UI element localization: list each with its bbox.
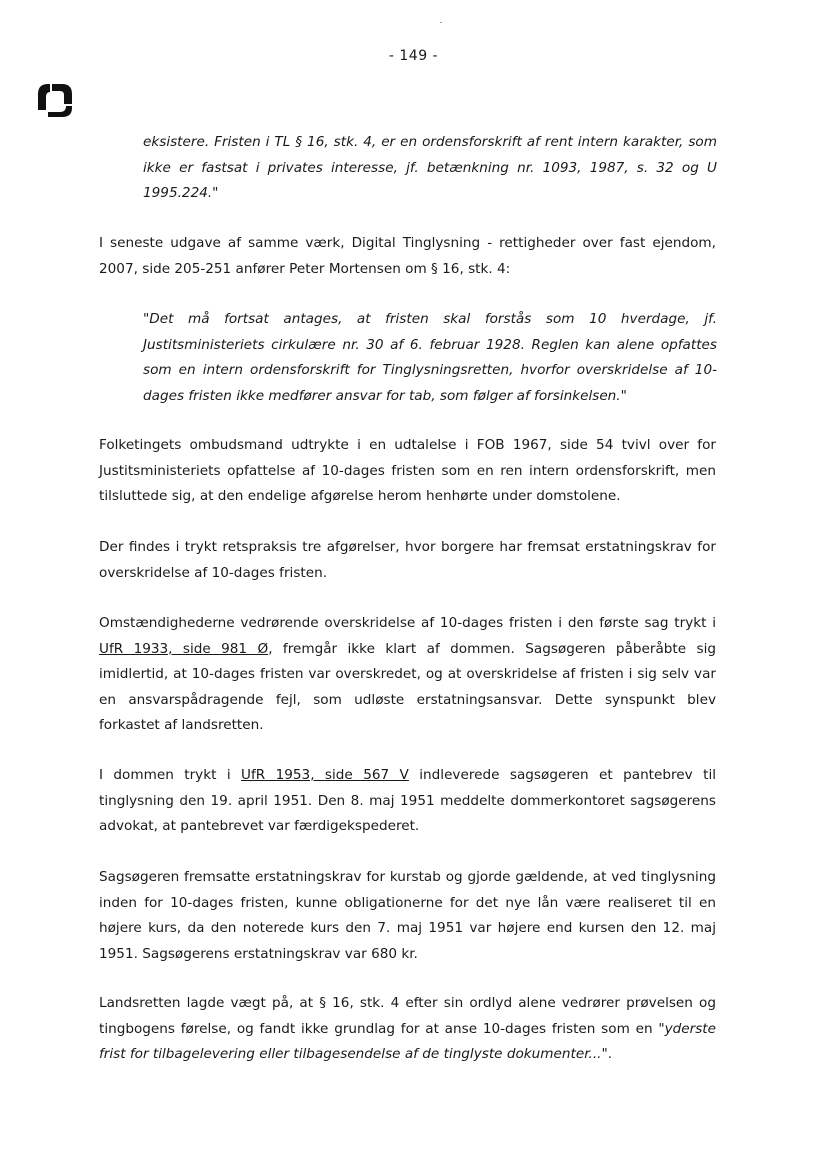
- quote-continuation: eksistere. Fristen i TL § 16, stk. 4, er en ordensforskrift af rent intern karakter, som ikke er fastsat i privates interesse, jf. betænkning nr. 1093, 1987, s. 32 og U 1995.224.": [143, 134, 717, 201]
- case-reference-ufr-1953: UfR 1953, side 567 V: [241, 767, 409, 783]
- scan-speck: [440, 22, 442, 23]
- paragraph-text: indleverede sagsøgeren et pantebrev til tinglysning den 19. april 1951. Den 8. maj 1951 meddelte dommerkontoret sagsøgerens advokat, at pantebrevet var færdigekspederet.: [99, 767, 716, 834]
- paragraph-text: .: [607, 1046, 613, 1062]
- quote-mortensen: "Det må fortsat antages, at fristen skal forstås som 10 hverdage, jf. Justitsministeriets cirkulære nr. 30 af 6. februar 1928. Reglen kan alene opfattes som en intern ordensforskrift for Tinglysningsretten, hvorfor overskridelse af 10-dages fristen ikke medfører ansvar for tab, som følger af forsinkelsen.": [143, 311, 717, 404]
- case-reference-ufr-1933: UfR 1933, side 981 Ø: [99, 640, 269, 657]
- paragraph-erstatningskrav: Sagsøgeren fremsatte erstatningskrav for kurstab og gjorde gældende, at ved tinglysning inden for 10-dages fristen, kunne obligationerne for det nye lån være realiseret til en højere kurs, da den noterede kurs den 7. maj 1951 var højere end kursen den 12. maj 1951. Sagsøgerens erstatningskrav var 680 kr.: [99, 869, 716, 962]
- paragraph-text: Landsretten lagde vægt på, at § 16, stk. 4 efter sin ordlyd alene vedrører prøvelsen og tingbogens førelse, og fandt ikke grundlag for at anse 10-dages fristen som en: [99, 995, 716, 1037]
- paragraph-text: I dommen trykt i: [99, 767, 242, 783]
- paragraph-digital-tinglysning: I seneste udgave af samme værk, Digital Tinglysning - rettigheder over fast ejendom, 2007, side 205-251 anfører Peter Mortensen om § 16, stk. 4:: [99, 235, 716, 277]
- paragraph-retspraksis: Der findes i trykt retspraksis tre afgørelser, hvor borgere har fremsat erstatningskrav for overskridelse af 10-dages fristen.: [99, 539, 716, 581]
- paragraph-landsretten: [99, 991, 716, 1068]
- paragraph-ufr-1953: [99, 763, 716, 840]
- inline-quote: "yderste frist for tilbagelevering eller tilbagesendelse af de tinglyste dokumenter...": [99, 1020, 716, 1062]
- publisher-logo-icon: [36, 80, 78, 118]
- paragraph-ombudsmand: Folketingets ombudsmand udtrykte i en udtalelse i FOB 1967, side 54 tvivl over for Justitsministeriets opfattelse af 10-dages fristen som en ren intern ordensforskrift, men tilsluttede sig, at den endelige afgørelse herom henhørte under domstolene.: [99, 437, 716, 504]
- paragraph-ufr-1933: [99, 611, 716, 739]
- paragraph-text: Omstændighederne vedrørende overskridelse af 10-dages fristen i den første sag trykt i: [99, 615, 716, 631]
- page-number: - 149 -: [388, 48, 439, 64]
- paragraph-text: , fremgår ikke klart af dommen. Sagsøgeren påberåbte sig imidlertid, at 10-dages fristen var overskredet, og at overskridelse af fristen i sig selv var en ansvarspådragende fejl, som udløste erstatningsansvar. Dette synspunkt blev forkastet af landsretten.: [99, 640, 716, 733]
